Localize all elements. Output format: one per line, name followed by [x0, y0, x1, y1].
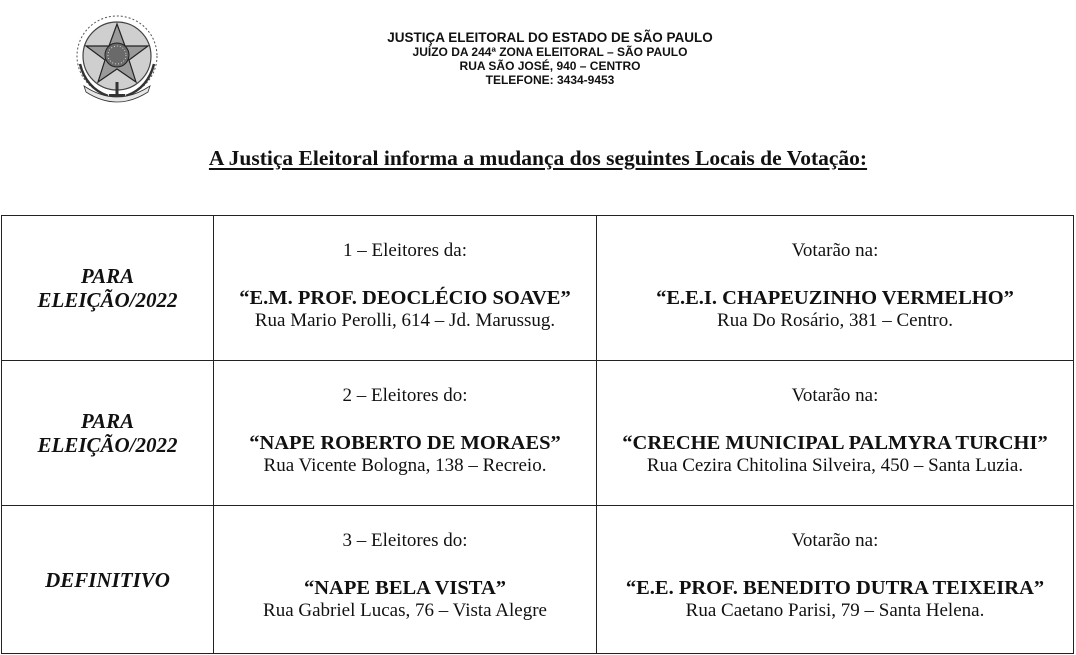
from-school: “NAPE BELA VISTA”: [303, 577, 507, 599]
row-label: PARA ELEIÇÃO/2022: [37, 409, 178, 457]
from-intro: 1 – Eleitores da:: [343, 240, 467, 261]
from-intro: 2 – Eleitores do:: [342, 385, 468, 406]
from-cell: [214, 506, 597, 654]
row-label-cell: [2, 216, 214, 361]
header-phone: TELEFONE: 3434-9453: [485, 73, 615, 87]
to-school: “E.E. PROF. BENEDITO DUTRA TEIXEIRA”: [625, 577, 1045, 599]
to-cell: [597, 216, 1074, 361]
from-intro: 3 – Eleitores do:: [342, 530, 468, 551]
from-address: Rua Vicente Bologna, 138 – Recreio.: [263, 455, 547, 476]
to-school: “E.E.I. CHAPEUZINHO VERMELHO”: [656, 287, 1014, 309]
from-cell: [214, 216, 597, 361]
court-header: [300, 31, 800, 87]
to-address: Rua Caetano Parisi, 79 – Santa Helena.: [685, 600, 985, 621]
header-zone: JUÍZO DA 244ª ZONA ELEITORAL – SÃO PAULO: [412, 45, 688, 59]
brazil-coat-of-arms-icon: [68, 12, 166, 110]
to-school: “CRECHE MUNICIPAL PALMYRA TURCHI”: [622, 432, 1048, 454]
row-label-cell: [2, 506, 214, 654]
to-intro: Votarão na:: [791, 530, 879, 551]
to-intro: Votarão na:: [791, 240, 879, 261]
from-address: Rua Mario Perolli, 614 – Jd. Marussug.: [254, 310, 556, 331]
header-court-name: JUSTIÇA ELEITORAL DO ESTADO DE SÃO PAULO: [387, 30, 713, 45]
table-row: [2, 216, 1074, 361]
to-cell: [597, 361, 1074, 506]
from-address: Rua Gabriel Lucas, 76 – Vista Alegre: [263, 600, 547, 621]
to-address: Rua Do Rosário, 381 – Centro.: [717, 310, 953, 331]
to-address: Rua Cezira Chitolina Silveira, 450 – Santa Luzia.: [646, 455, 1024, 476]
row-label: PARA ELEIÇÃO/2022: [37, 264, 178, 312]
table-row: [2, 506, 1074, 654]
table-row: [2, 361, 1074, 506]
polling-changes-table: [1, 215, 1074, 654]
to-intro: Votarão na:: [791, 385, 879, 406]
notice-title: A Justiça Eleitoral informa a mudança dos seguintes Locais de Votação:: [208, 146, 868, 170]
row-label-cell: [2, 361, 214, 506]
from-school: “E.M. PROF. DEOCLÉCIO SOAVE”: [239, 287, 571, 309]
to-cell: [597, 506, 1074, 654]
header-address: RUA SÃO JOSÉ, 940 – CENTRO: [459, 59, 641, 73]
row-label: DEFINITIVO: [45, 567, 170, 592]
from-school: “NAPE ROBERTO DE MORAES”: [249, 432, 561, 454]
from-cell: [214, 361, 597, 506]
